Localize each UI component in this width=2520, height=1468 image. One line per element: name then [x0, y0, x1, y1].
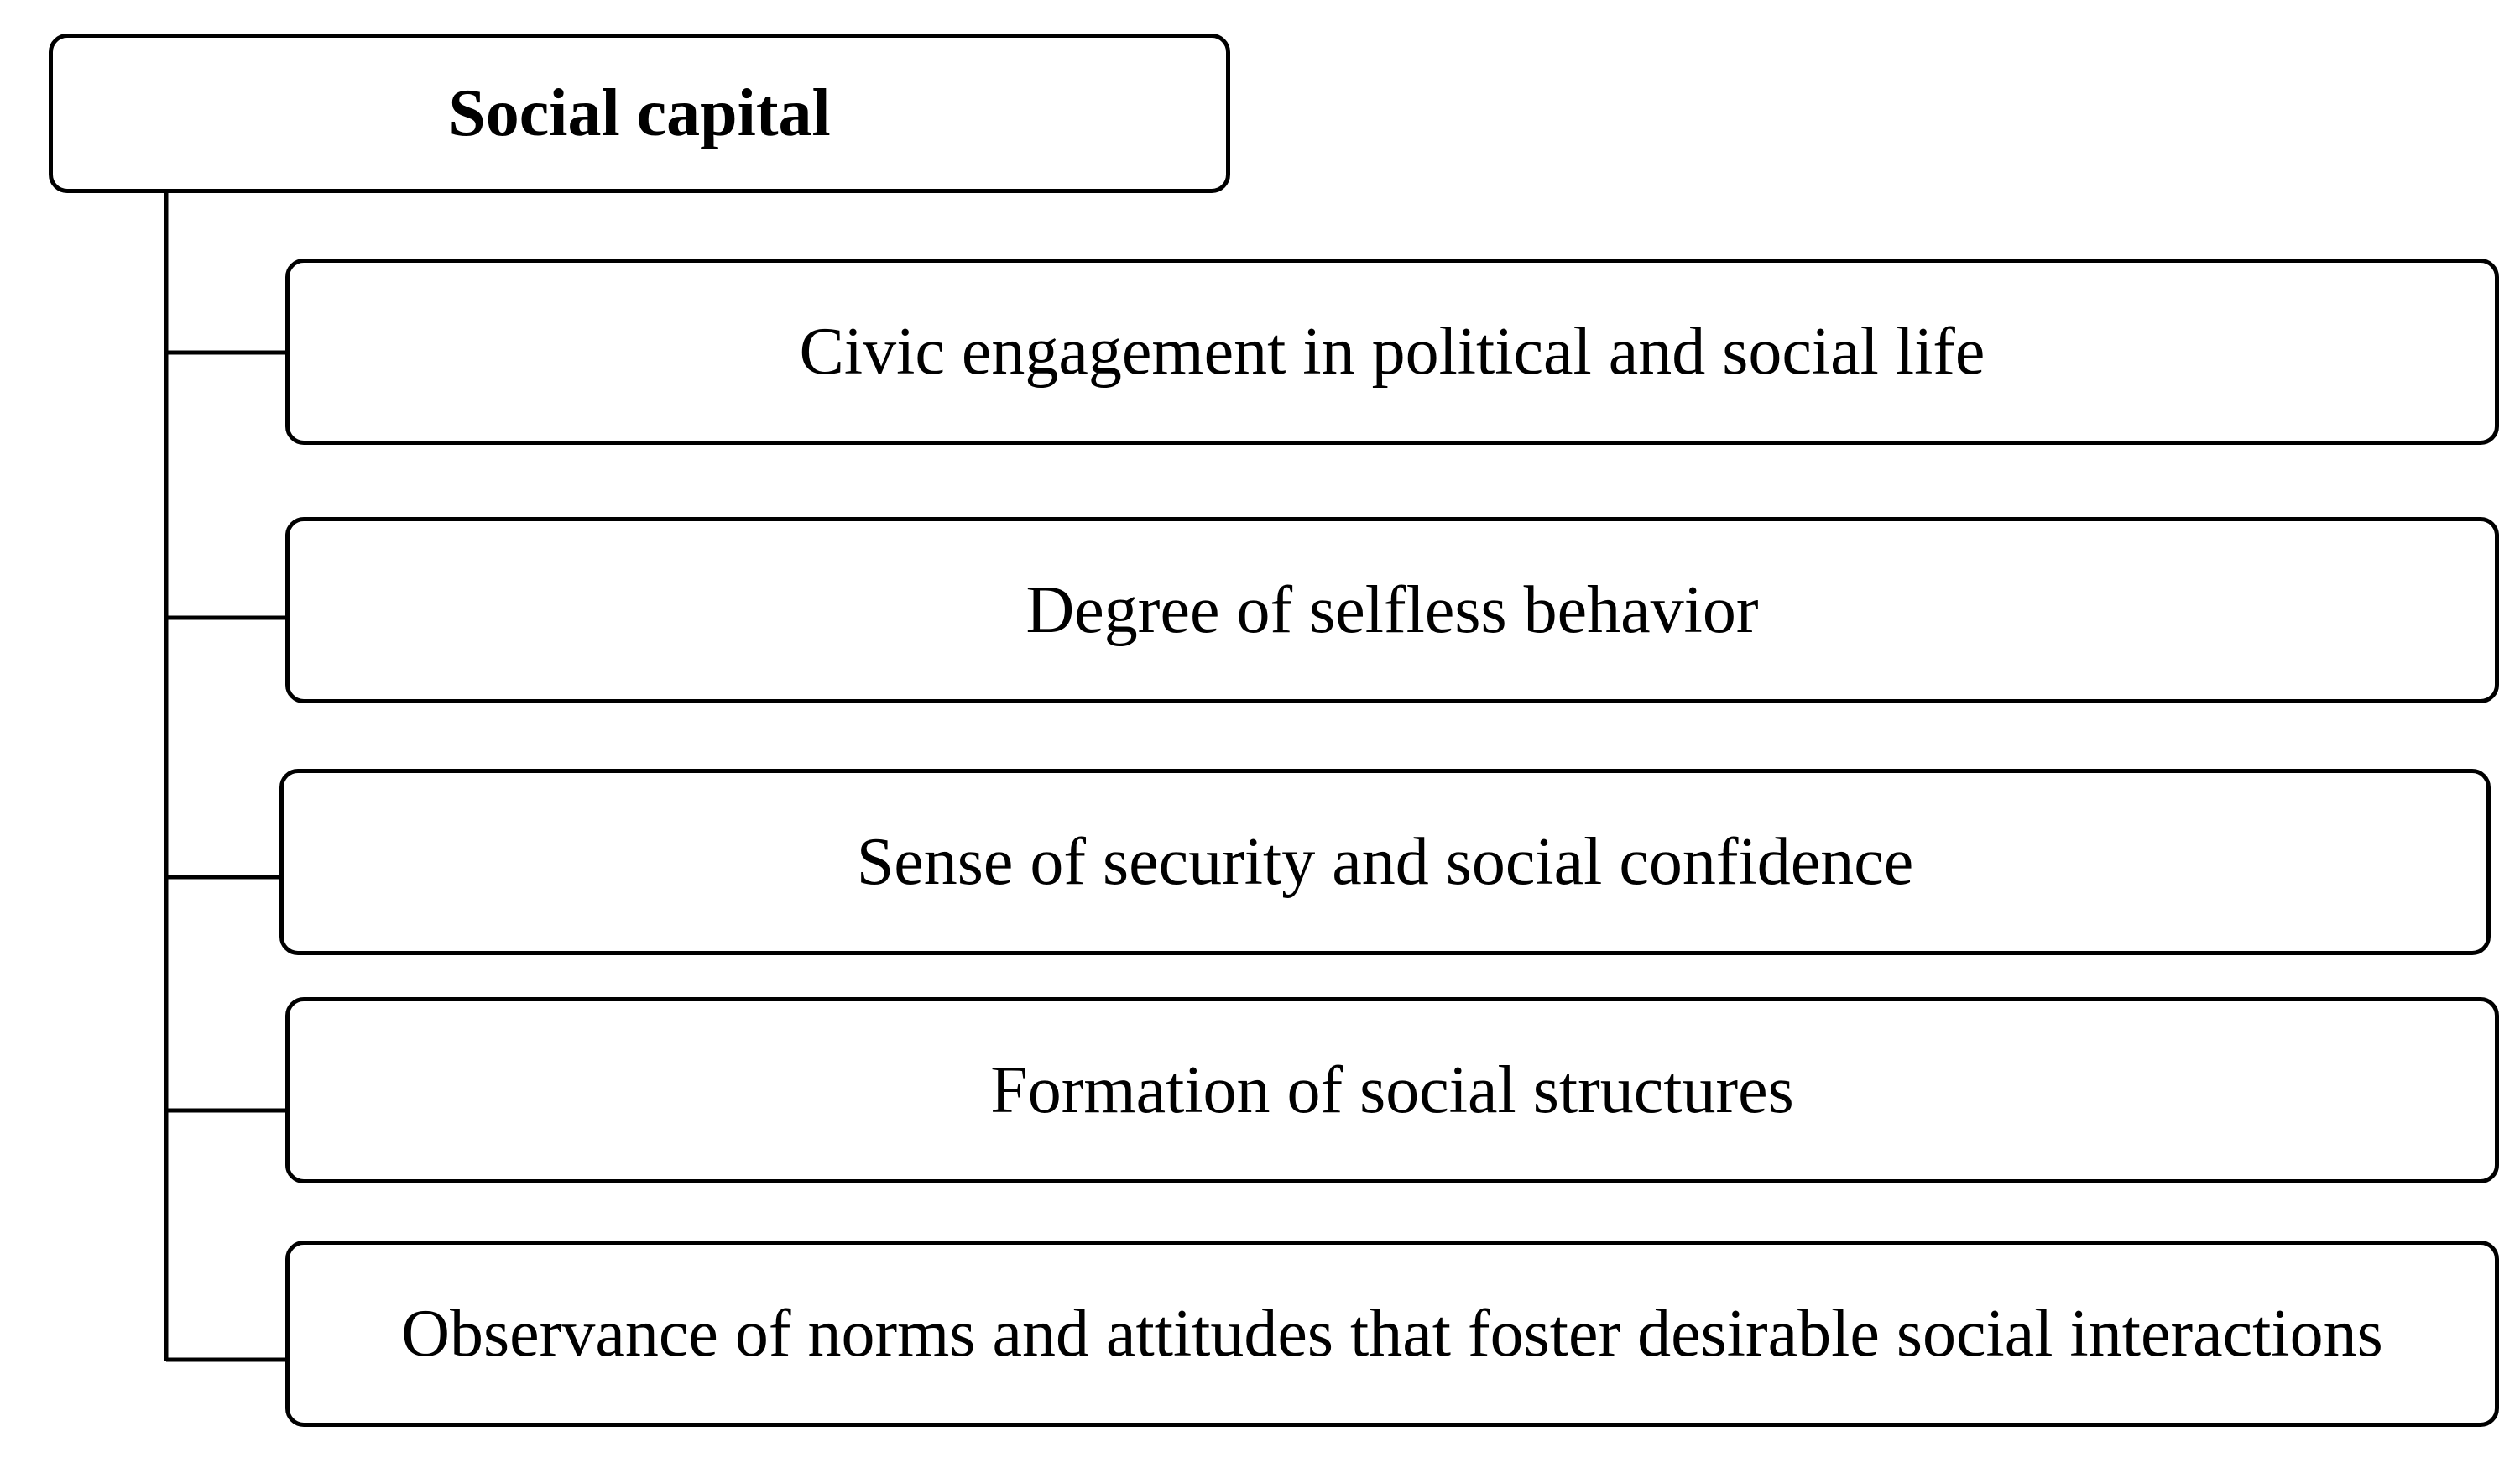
child-node-label: Civic engagement in political and social life — [799, 314, 1985, 389]
child-node-label: Formation of social structures — [990, 1053, 1794, 1127]
child-node-label: Degree of selfless behavior — [1025, 572, 1759, 647]
root-node-label: Social capital — [448, 76, 831, 150]
child-node-security-confidence — [279, 769, 2491, 955]
root-node-social-capital — [49, 34, 1230, 193]
child-node-social-structures — [285, 997, 2499, 1183]
child-node-selfless-behavior — [285, 517, 2499, 703]
child-node-civic-engagement — [285, 259, 2499, 445]
child-node-label: Observance of norms and attitudes that foster desirable social interactions — [401, 1296, 2383, 1371]
child-node-label: Sense of security and social confidence — [856, 824, 1914, 899]
child-node-norms-attitudes — [285, 1241, 2499, 1427]
